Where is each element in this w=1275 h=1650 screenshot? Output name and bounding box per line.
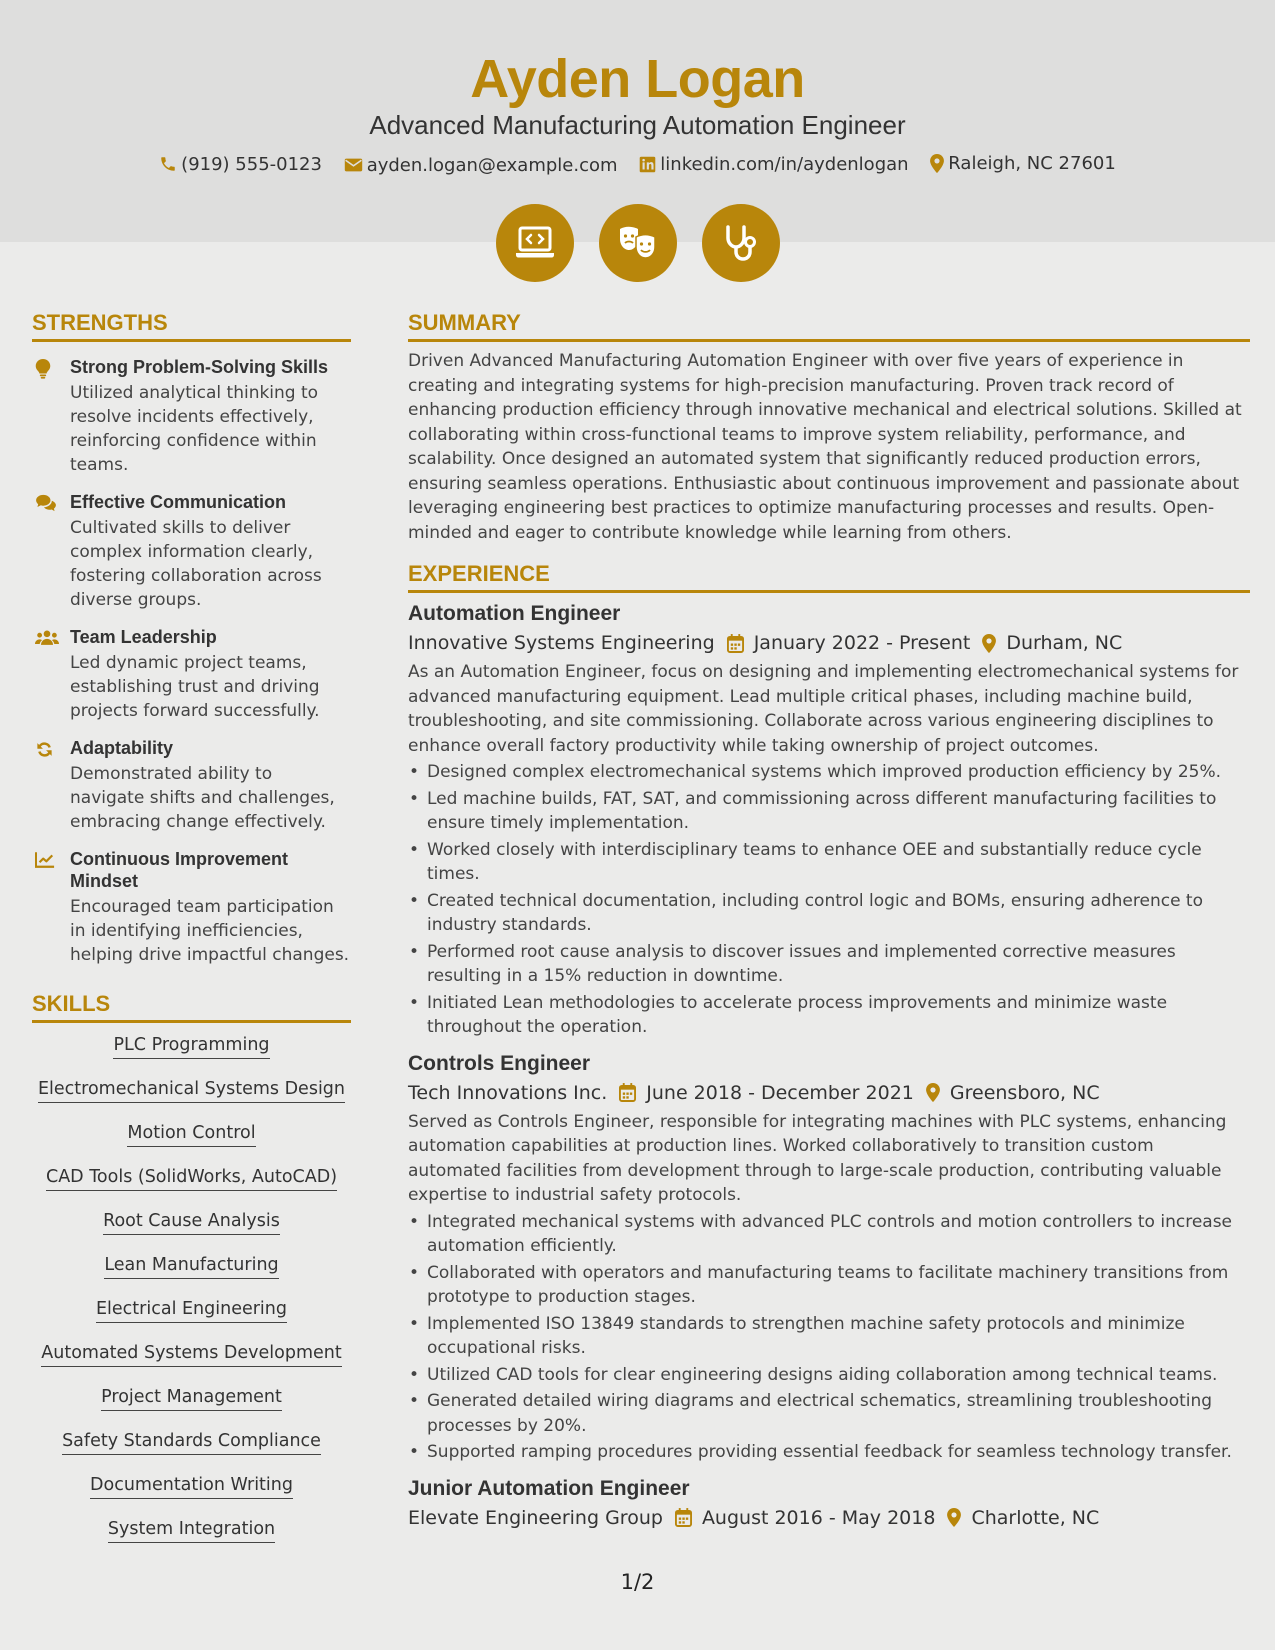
summary-text: Driven Advanced Manufacturing Automation Engineer with over five years of experience in creating and integrating systems for high-precision manufacturing. Proven track record of enhancing production efficiency through innovative mechanical and electrical solutions. Skilled at collaborating within cross-functional teams to improve system reliability, performance, and scalability. Once designed an automated system that significantly reduced production errors, ensuring seamless operations. Enthusiastic about continuous improvement and passionate about leveraging engineering best practices to optimize manufacturing processes and results. Open-minded and eager to contribute knowledge while learning from others. — [408, 351, 1242, 543]
map-pin-icon — [947, 1508, 961, 1527]
job-entry — [408, 1477, 1250, 1529]
job-bullet: • Worked closely with interdisciplinary teams to enhance OEE and substantially reduce cycle times. — [408, 838, 1250, 887]
job-bullet: • Supported ramping procedures providing essential feedback for seamless technology transfer. — [408, 1440, 1250, 1465]
contact-linkedin[interactable] — [639, 154, 908, 175]
job-bullets — [408, 760, 1250, 1040]
skill-item: Automated Systems Development — [41, 1343, 341, 1367]
candidate-title: Advanced Manufacturing Automation Engineer — [369, 110, 906, 140]
job-dates-text: June 2018 - December 2021 — [646, 1081, 914, 1104]
calendar-icon — [619, 1083, 636, 1102]
job-bullets — [408, 1210, 1250, 1465]
job-bullet: • Collaborated with operators and manufacturing teams to facilitate machinery transitions from prototype to production stages. — [408, 1261, 1250, 1310]
skill-item: Safety Standards Compliance — [62, 1431, 321, 1455]
map-pin-icon — [982, 634, 996, 653]
skills-list — [32, 1035, 351, 1543]
strength-desc: Encouraged team participation in identifying inefficiencies, helping drive impactful changes. — [70, 897, 350, 965]
envelope-icon — [344, 157, 363, 173]
comments-icon — [35, 494, 57, 512]
laptop-code-circle — [496, 204, 574, 282]
strength-title: Team Leadership — [70, 627, 217, 647]
lightbulb-icon — [35, 359, 51, 379]
skill-item: PLC Programming — [113, 1035, 269, 1059]
job-bullet: • Initiated Lean methodologies to accelerate process improvements and minimize waste throughout the operation. — [408, 991, 1250, 1040]
map-pin-icon — [926, 1083, 940, 1102]
strength-item — [32, 491, 351, 612]
skills-heading: SKILLS — [32, 991, 351, 1023]
skill-item: Motion Control — [127, 1123, 255, 1147]
skill-item: Root Cause Analysis — [103, 1211, 280, 1235]
job-bullet: • Created technical documentation, including control logic and BOMs, ensuring adherence to industry standards. — [408, 889, 1250, 938]
strength-title: Effective Communication — [70, 492, 287, 512]
experience-heading: EXPERIENCE — [408, 561, 1250, 593]
job-company: Tech Innovations Inc. — [408, 1081, 608, 1104]
job-location — [982, 632, 1122, 654]
calendar-icon — [675, 1508, 692, 1527]
page-number: 1/2 — [620, 1570, 655, 1594]
job-title: Junior Automation Engineer — [408, 1476, 690, 1500]
strength-item — [32, 626, 351, 723]
job-company: Elevate Engineering Group — [408, 1506, 663, 1529]
summary-heading: SUMMARY — [408, 310, 1250, 342]
map-pin-icon — [930, 154, 944, 173]
stethoscope-icon — [723, 224, 759, 262]
skill-item: Electrical Engineering — [96, 1299, 287, 1323]
job-meta — [408, 632, 1250, 654]
strength-desc: Cultivated skills to deliver complex information clearly, fostering collaboration across diverse groups. — [70, 518, 322, 610]
job-bullet: • Utilized CAD tools for clear engineering designs aiding collaboration among technical teams. — [408, 1363, 1250, 1388]
skill-item: Documentation Writing — [90, 1475, 293, 1499]
calendar-icon — [727, 634, 744, 653]
job-bullet: • Led machine builds, FAT, SAT, and commissioning across different manufacturing facilities to ensure timely implementation. — [408, 787, 1250, 836]
skill-item: Lean Manufacturing — [104, 1255, 278, 1279]
job-location — [926, 1082, 1100, 1104]
job-bullet: • Designed complex electromechanical systems which improved production efficiency by 25%. — [408, 760, 1250, 785]
job-bullet: • Implemented ISO 13849 standards to strengthen machine safety protocols and minimize occupational risks. — [408, 1312, 1250, 1361]
job-location-text: Greensboro, NC — [949, 1081, 1100, 1104]
job-dates-text: January 2022 - Present — [753, 632, 971, 654]
job-bullet: • Generated detailed wiring diagrams and electrical schematics, streamlining troubleshooting processes by 20%. — [408, 1389, 1250, 1438]
strength-item — [32, 737, 351, 834]
job-title: Automation Engineer — [408, 602, 621, 625]
masks-theater-icon — [618, 225, 658, 261]
masks-circle — [599, 204, 677, 282]
contact-location — [930, 153, 1116, 174]
job-location-text: Charlotte, NC — [971, 1506, 1100, 1529]
contact-bar — [0, 153, 1275, 178]
job-dates — [727, 632, 971, 654]
interest-icons — [0, 204, 1275, 282]
job-dates — [675, 1507, 936, 1529]
strength-item — [32, 356, 351, 477]
skill-item: Electromechanical Systems Design — [38, 1079, 345, 1103]
laptop-code-icon — [515, 226, 555, 260]
strength-title: Continuous Improvement Mindset — [70, 849, 289, 891]
job-meta — [408, 1507, 1250, 1529]
skill-item: CAD Tools (SolidWorks, AutoCAD) — [46, 1167, 337, 1191]
job-location — [947, 1507, 1099, 1529]
strength-desc: Utilized analytical thinking to resolve incidents effectively, reinforcing confidence within teams. — [70, 383, 319, 475]
job-title: Controls Engineer — [408, 1051, 591, 1075]
job-bullet: • Integrated mechanical systems with advanced PLC controls and motion controllers to increase automation efficiently. — [408, 1210, 1250, 1259]
strength-item — [32, 848, 351, 967]
contact-phone[interactable] — [159, 154, 322, 175]
job-dates — [619, 1082, 914, 1104]
stethoscope-circle — [702, 204, 780, 282]
chart-line-icon — [35, 851, 55, 868]
job-company: Innovative Systems Engineering — [408, 632, 715, 654]
job-desc: Served as Controls Engineer, responsible for integrating machines with PLC systems, enhancing automation capabilities at production lines. Worked collaboratively to transition custom automated facilities from development through to large-scale production, contributing valuable expertise to industrial safety protocols. — [408, 1111, 1227, 1205]
linkedin-icon — [639, 156, 656, 173]
skill-item: System Integration — [108, 1519, 275, 1543]
strength-desc: Demonstrated ability to navigate shifts and challenges, embracing change effectively. — [70, 764, 335, 832]
left-column — [32, 310, 351, 1563]
linkedin-text: linkedin.com/in/aydenlogan — [660, 154, 909, 175]
job-entry — [408, 602, 1250, 1040]
location-text: Raleigh, NC 27601 — [948, 153, 1116, 174]
email-text: ayden.logan@example.com — [366, 154, 618, 176]
strength-desc: Led dynamic project teams, establishing trust and driving projects forward successfully. — [70, 653, 320, 721]
skill-item: Project Management — [101, 1387, 282, 1411]
job-bullet: • Performed root cause analysis to discover issues and implemented corrective measures resulting in a 15% reduction in downtime. — [408, 940, 1250, 989]
users-icon — [35, 629, 59, 646]
job-desc: As an Automation Engineer, focus on designing and implementing electromechanical systems for advanced manufacturing equipment. Lead multiple critical phases, including machine build, troubleshooting, and site commissioning. Collaborate across various engineering disciplines to enhance overall factory productivity while taking ownership of project outcomes. — [408, 662, 1239, 756]
strength-title: Strong Problem-Solving Skills — [70, 357, 329, 377]
candidate-name: Ayden Logan — [470, 49, 805, 109]
job-dates-text: August 2016 - May 2018 — [701, 1506, 936, 1529]
right-column — [408, 310, 1250, 1529]
job-entry — [408, 1052, 1250, 1465]
sync-icon — [35, 740, 54, 759]
strength-title: Adaptability — [70, 738, 174, 758]
job-meta — [408, 1082, 1250, 1104]
phone-icon — [159, 155, 177, 173]
strengths-heading: STRENGTHS — [32, 310, 351, 342]
contact-email[interactable] — [344, 155, 618, 176]
job-location-text: Durham, NC — [1006, 632, 1123, 654]
phone-text: (919) 555-0123 — [181, 153, 322, 175]
